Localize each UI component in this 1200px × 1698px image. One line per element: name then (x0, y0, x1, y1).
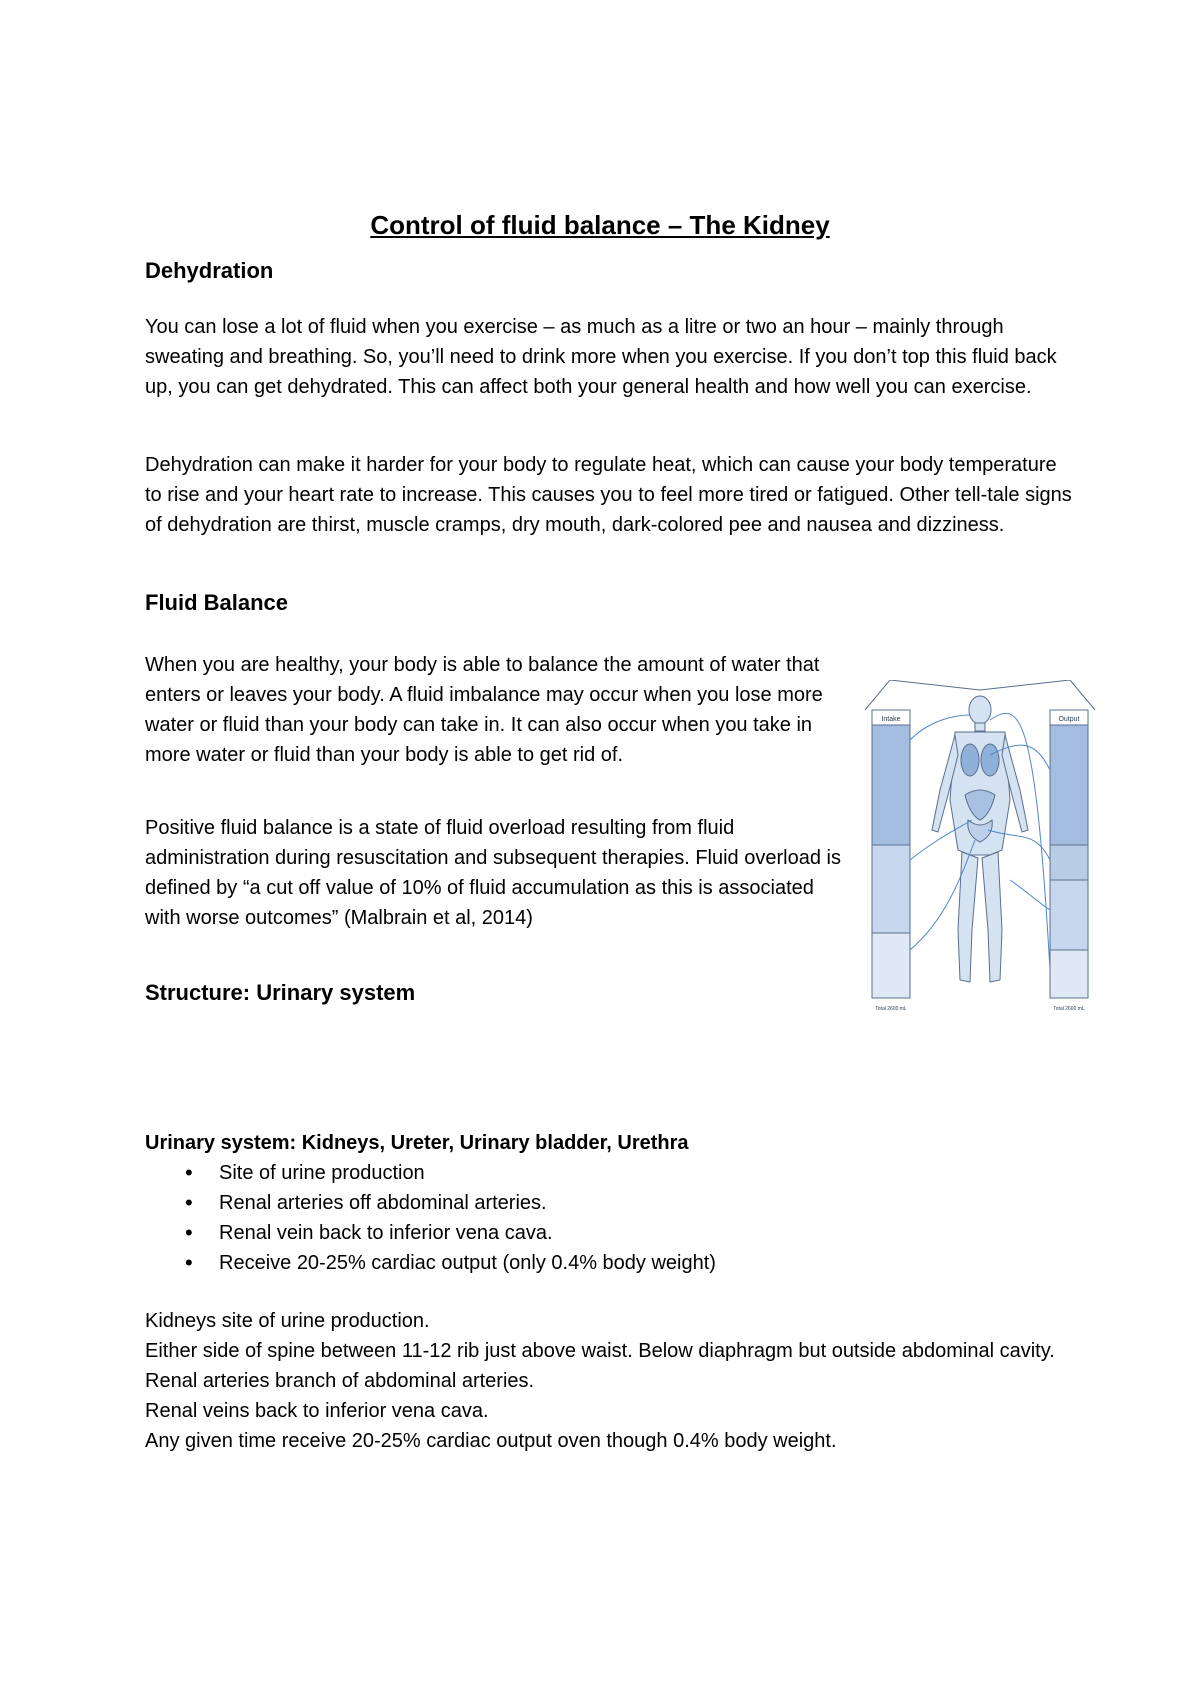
list-item: • Renal arteries off abdominal arteries. (175, 1188, 716, 1218)
human-body-figure (932, 696, 1028, 982)
output-segment-skin (1050, 880, 1088, 950)
page-title: Control of fluid balance – The Kidney (370, 210, 830, 240)
dehydration-paragraph-1: You can lose a lot of fluid when you exercise – as much as a litre or two an hour – mainly through sweating and breathing. So, you’ll need to drink more when you exercise. If you don’t top this fluid back up, you can get dehydrated. This can affect both your general health and how well you can exercise. (145, 316, 1057, 398)
list-item: • Site of urine production (175, 1158, 716, 1188)
intake-segment-fluids (872, 725, 910, 845)
dehydration-paragraph-2: Dehydration can make it harder for your body to regulate heat, which can cause your body temperature to rise and your heart rate to increase. This causes you to feel more tired or fatigued. Other tell-tale signs of dehydration are thirst, muscle cramps, dry mouth, dark-colored pee and nausea and dizziness. (145, 454, 1072, 536)
note-line: Kidneys site of urine production. (145, 1310, 430, 1332)
fluid-balance-paragraph-2: Positive fluid balance is a state of fluid overload resulting from fluid administration during resuscitation and subsequent therapies. Fluid overload is defined by “a cut off value of 10% of fluid accumulation as this is associated with worse outcomes” (Malbrain et al, 2014) (145, 817, 841, 929)
figure-roof-line-left (890, 680, 980, 690)
note-line: Renal veins back to inferior vena cava. (145, 1400, 489, 1422)
list-item: • Receive 20-25% cardiac output (only 0.4% body weight) (175, 1248, 716, 1278)
urinary-system-subheading: Urinary system: Kidneys, Ureter, Urinary bladder, Urethra (145, 1132, 689, 1154)
note-line: Any given time receive 20-25% cardiac output oven though 0.4% body weight. (145, 1430, 837, 1452)
output-segment-bowel (1050, 845, 1088, 880)
output-total: Total 2600 mL (1053, 1006, 1085, 1012)
intake-segment-food (872, 845, 910, 933)
urinary-bullet-list (175, 1158, 716, 1278)
output-segment-lungs (1050, 950, 1088, 998)
output-label: Output (1058, 716, 1080, 723)
output-segment-urine (1050, 725, 1088, 845)
fluid-balance-paragraph-1: When you are healthy, your body is able to balance the amount of water that enters or leaves your body. A fluid imbalance may occur when you lose more water or fluid than your body can take in. It can also occur when you take in more water or fluid than your body is able to get rid of. (145, 654, 823, 766)
note-line: Renal arteries branch of abdominal arteries. (145, 1370, 535, 1392)
heading-structure: Structure: Urinary system (145, 980, 416, 1005)
fluid-balance-figure (860, 680, 1100, 1020)
kidney-notes (145, 1306, 1075, 1456)
heading-fluid-balance: Fluid Balance (145, 590, 289, 615)
note-line: Either side of spine between 11-12 rib just above waist. Below diaphragm but outside abdominal cavity. (145, 1340, 1055, 1362)
figure-roof-line-right (980, 680, 1070, 690)
intake-total: Total 2600 mL (875, 1006, 907, 1012)
heading-dehydration: Dehydration (145, 258, 274, 283)
intake-segment-oxygen (872, 933, 910, 998)
list-item: • Renal vein back to inferior vena cava. (175, 1218, 716, 1248)
intake-label: Intake (881, 716, 901, 723)
